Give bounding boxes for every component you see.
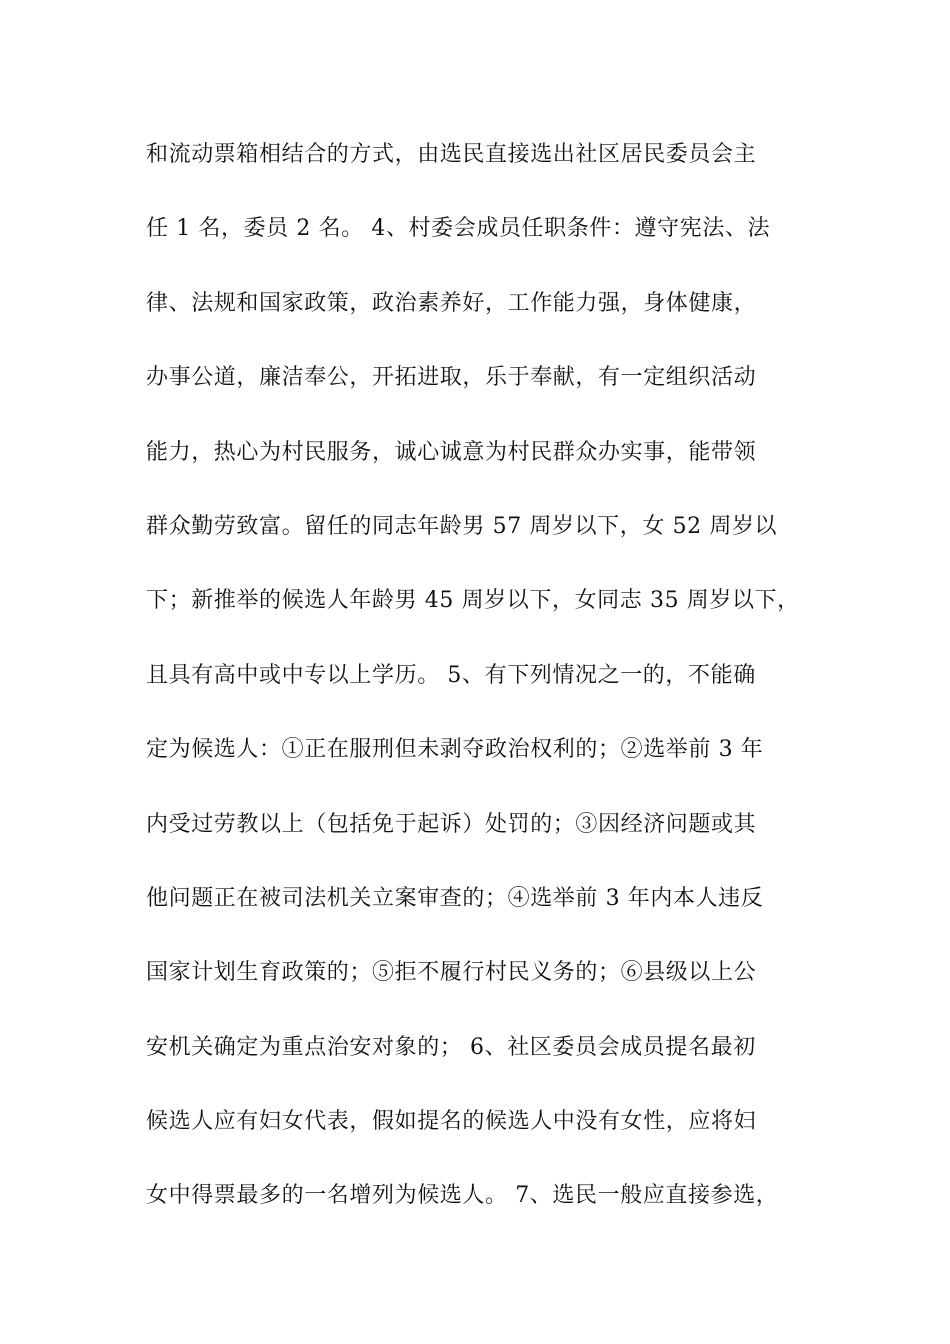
text-line: 律、法规和国家政策，政治素养好，工作能力强，身体健康，: [146, 290, 757, 316]
text-line: 他问题正在被司法机关立案审查的；④选举前 3 年内本人违反: [146, 885, 764, 911]
text-line: 下；新推举的候选人年龄男 45 周岁以下，女同志 35 周岁以下，: [146, 588, 800, 614]
text-line: 定为候选人：①正在服刑但未剥夺政治权利的；②选举前 3 年: [146, 737, 764, 763]
text-line: 国家计划生育政策的；⑤拒不履行村民义务的；⑥县级以上公: [146, 960, 757, 986]
text-line: 任 1 名，委员 2 名。 4、村委会成员任职条件：遵守宪法、法: [146, 216, 771, 242]
text-line: 能力，热心为村民服务，诚心诚意为村民群众办实事，能带领: [146, 439, 757, 465]
document-body: [146, 133, 836, 1249]
text-line: 群众勤劳致富。留任的同志年龄男 57 周岁以下，女 52 周岁以: [146, 513, 778, 539]
text-line: 安机关确定为重点治安对象的； 6、社区委员会成员提名最初: [146, 1034, 756, 1060]
text-line: 内受过劳教以上（包括免于起诉）处罚的；③因经济问题或其: [146, 811, 757, 837]
text-line: 女中得票最多的一名增列为候选人。 7、选民一般应直接参选，: [146, 1183, 779, 1209]
text-line: 办事公道，廉洁奉公，开拓进取，乐于奉献，有一定组织活动: [146, 365, 757, 391]
text-line: 候选人应有妇女代表，假如提名的候选人中没有女性，应将妇: [146, 1109, 757, 1135]
text-line: 且具有高中或中专以上学历。 5、有下列情况之一的，不能确: [146, 662, 756, 688]
text-line: 和流动票箱相结合的方式，由选民直接选出社区居民委员会主: [146, 142, 757, 167]
